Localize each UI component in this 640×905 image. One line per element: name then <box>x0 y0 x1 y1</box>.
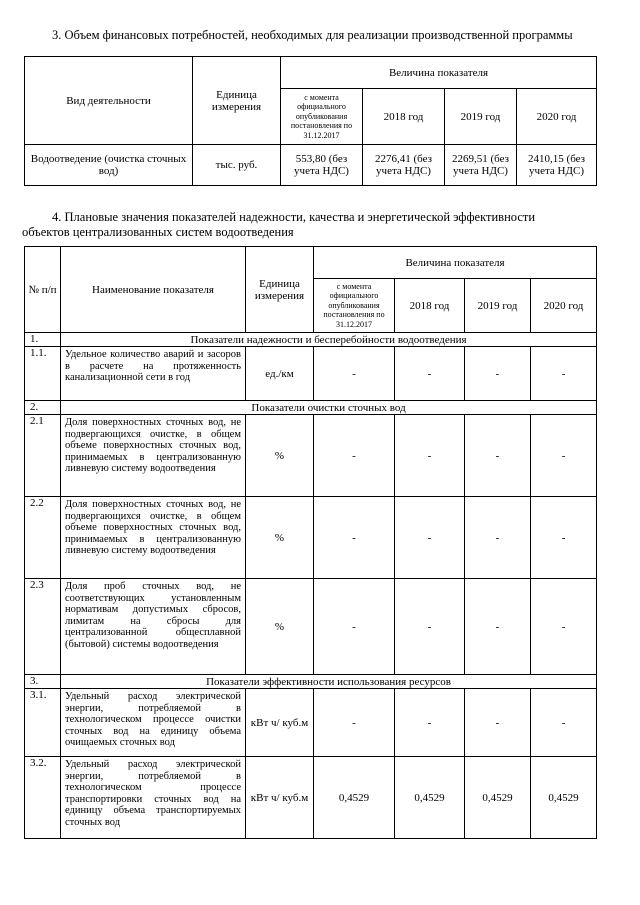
indicators-table <box>24 246 597 839</box>
value-2018-cell: - <box>395 415 465 497</box>
value-2018-cell: - <box>395 497 465 579</box>
activity-cell: Водоотведение (очистка сточных вод) <box>25 145 193 186</box>
table-row <box>25 497 597 579</box>
indicator-name: Доля поверхностных сточных вод, не подвергающихся очистке, в общем объеме поверхностных сточных вод, принимаемых в централизованную ливневую систему водоотведения <box>61 415 246 497</box>
section-num: 2. <box>25 401 61 415</box>
value-official-cell: - <box>314 579 395 675</box>
col-name-header: Наименование показателя <box>61 247 246 333</box>
section-title: Показатели надежности и бесперебойности водоотведения <box>61 333 597 347</box>
value-official-cell: - <box>314 415 395 497</box>
section-num: 3. <box>25 675 61 689</box>
value-official-cell: 553,80 (без учета НДС) <box>281 145 363 186</box>
col-num-header: № п/п <box>25 247 61 333</box>
section-title: Показатели очистки сточных вод <box>61 401 597 415</box>
value-2020-cell: 2410,15 (без учета НДС) <box>517 145 597 186</box>
unit-cell: кВт ч/ куб.м <box>246 689 314 757</box>
col-2018-header: 2018 год <box>395 279 465 333</box>
value-official-cell: 0,4529 <box>314 757 395 839</box>
value-2020-cell: - <box>531 579 597 675</box>
row-num: 2.2 <box>25 497 61 579</box>
value-2019-cell: 2269,51 (без учета НДС) <box>445 145 517 186</box>
value-2018-cell: 2276,41 (без учета НДС) <box>363 145 445 186</box>
col-value-header: Величина показателя <box>281 57 597 89</box>
value-2020-cell: - <box>531 497 597 579</box>
row-num: 3.1. <box>25 689 61 757</box>
value-official-cell: - <box>314 347 395 401</box>
unit-cell: кВт ч/ куб.м <box>246 757 314 839</box>
section-row <box>25 401 597 415</box>
value-2018-cell: - <box>395 579 465 675</box>
table-row <box>25 415 597 497</box>
col-value-header: Величина показателя <box>314 247 597 279</box>
section-title: Показатели эффективности использования ресурсов <box>61 675 597 689</box>
indicator-name: Доля проб сточных вод, не соответствующих установленным нормативам допустимых сбросов, лимитам на сбросы для централизованной общесплавной (бытовой) системы водоотведения <box>61 579 246 675</box>
unit-cell: % <box>246 415 314 497</box>
row-num: 2.1 <box>25 415 61 497</box>
value-2019-cell: - <box>465 347 531 401</box>
value-2018-cell: 0,4529 <box>395 757 465 839</box>
indicator-name: Доля поверхностных сточных вод, не подвергающихся очистке, в общем объеме поверхностных сточных вод, принимаемых в централизованную ливневую систему водоотведения <box>61 497 246 579</box>
value-2019-cell: - <box>465 415 531 497</box>
table-row <box>25 145 597 186</box>
col-2019-header: 2019 год <box>445 89 517 145</box>
value-2019-cell: 0,4529 <box>465 757 531 839</box>
table-row <box>25 757 597 839</box>
value-2019-cell: - <box>465 689 531 757</box>
value-2020-cell: - <box>531 415 597 497</box>
financial-needs-table <box>24 56 597 186</box>
col-2020-header: 2020 год <box>517 89 597 145</box>
col-official-header: с момента официального опубликования постановления по 31.12.2017 <box>314 279 395 333</box>
col-unit-header: Единица измерения <box>193 57 281 145</box>
row-num: 3.2. <box>25 757 61 839</box>
row-num: 2.3 <box>25 579 61 675</box>
value-official-cell: - <box>314 689 395 757</box>
col-2020-header: 2020 год <box>531 279 597 333</box>
section-num: 1. <box>25 333 61 347</box>
col-activity-header: Вид деятельности <box>25 57 193 145</box>
unit-cell: % <box>246 579 314 675</box>
table-row <box>25 579 597 675</box>
value-2020-cell: - <box>531 689 597 757</box>
value-2019-cell: - <box>465 497 531 579</box>
value-official-cell: - <box>314 497 395 579</box>
indicator-name: Удельное количество аварий и засоров в расчете на протяженность канализационной сети в год <box>61 347 246 401</box>
value-2018-cell: - <box>395 689 465 757</box>
value-2018-cell: - <box>395 347 465 401</box>
unit-cell: ед./км <box>246 347 314 401</box>
unit-cell: тыс. руб. <box>193 145 281 186</box>
value-2020-cell: - <box>531 347 597 401</box>
section-row <box>25 675 597 689</box>
value-2019-cell: - <box>465 579 531 675</box>
value-2020-cell: 0,4529 <box>531 757 597 839</box>
indicator-name: Удельный расход электрической энергии, потребляемой в технологическом процессе очистки сточных вод на единицу объема очищаемых сточных вод <box>61 689 246 757</box>
table-row <box>25 347 597 401</box>
col-official-header: с момента официального опубликования постановления по 31.12.2017 <box>281 89 363 145</box>
section3-heading: 3. Объем финансовых потребностей, необходимых для реализации производственной программы <box>52 28 573 42</box>
unit-cell: % <box>246 497 314 579</box>
row-num: 1.1. <box>25 347 61 401</box>
col-unit-header: Единица измерения <box>246 247 314 333</box>
col-2019-header: 2019 год <box>465 279 531 333</box>
table-row <box>25 689 597 757</box>
section-row <box>25 333 597 347</box>
col-2018-header: 2018 год <box>363 89 445 145</box>
section4-heading: 4. Плановые значения показателей надежности, качества и энергетической эффективности объектов централизованных систем водоотведения <box>22 210 536 239</box>
indicator-name: Удельный расход электрической энергии, потребляемой в технологическом процессе транспортировки сточных вод на единицу объема транспортируемых сточных вод <box>61 757 246 839</box>
